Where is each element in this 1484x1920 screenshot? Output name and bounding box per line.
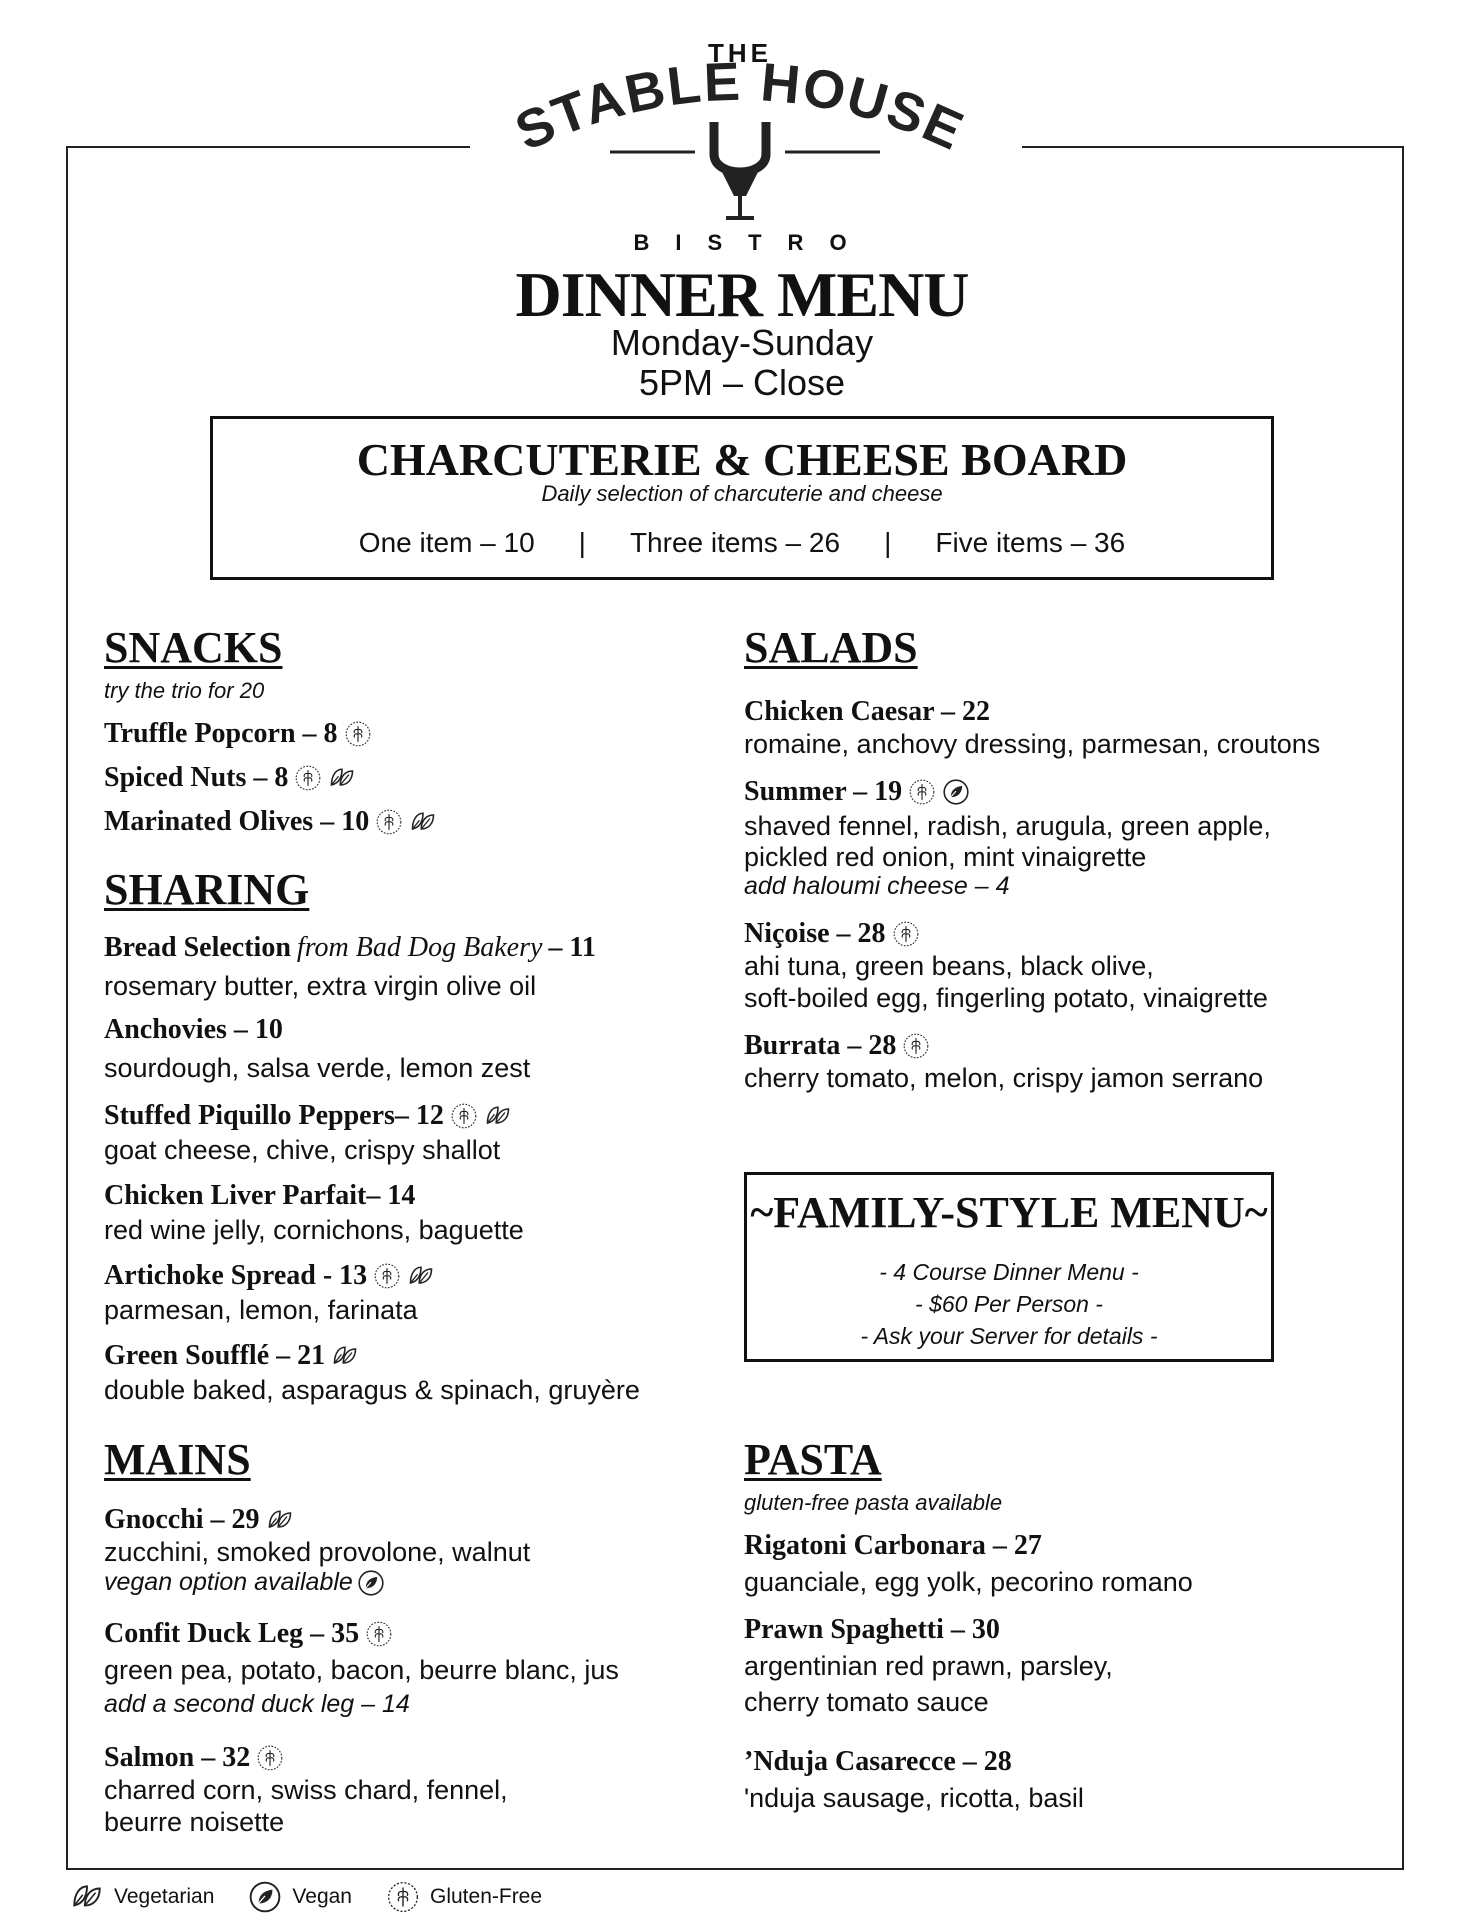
item-name: Chicken Caesar – 22: [744, 696, 991, 727]
vegan-icon: [248, 1880, 282, 1914]
frame-top-right: [1022, 146, 1404, 148]
snacks-heading: SNACKS: [104, 623, 283, 672]
logo-name: STABLE HOUSE: [506, 51, 974, 163]
item-desc: shaved fennel, radish, arugula, green apple,: [744, 811, 1271, 841]
item-name: Truffle Popcorn – 8: [104, 718, 338, 749]
item-desc: pickled red onion, mint vinaigrette: [744, 842, 1147, 872]
item-name: Prawn Spaghetti – 30: [744, 1614, 1000, 1645]
item-name: ’Nduja Casarecce – 28: [744, 1746, 1012, 1777]
item-name: Anchovies – 10: [104, 1014, 283, 1045]
logo-mark: [500, 30, 980, 230]
gluten-free-icon: [344, 720, 372, 748]
price-three: Three items – 26: [629, 527, 841, 558]
menu-item: [104, 718, 372, 750]
gluten-free-icon: [902, 1032, 930, 1060]
days: Monday-Sunday: [610, 322, 874, 363]
salads-heading: SALADS: [744, 623, 918, 672]
item-desc: beurre noisette: [104, 1807, 285, 1837]
item-extra-text: add a second duck leg – 14: [104, 1690, 410, 1718]
dietary-legend: [70, 1880, 566, 1914]
item-desc: sourdough, salsa verde, lemon zest: [104, 1053, 531, 1083]
logo-the: THE: [708, 38, 772, 68]
gluten-free-icon: [256, 1744, 284, 1772]
menu-item: [104, 1100, 512, 1132]
charcuterie-box: [210, 416, 1274, 580]
family-line: - $60 Per Person -: [915, 1291, 1103, 1317]
item-desc: green pea, potato, bacon, beurre blanc, jus: [104, 1655, 619, 1685]
charcuterie-prices: [213, 527, 1271, 559]
family-title: ~FAMILY-STYLE MENU~: [750, 1188, 1268, 1237]
item-desc: cherry tomato, melon, crispy jamon serrano: [744, 1063, 1264, 1093]
charcuterie-desc: Daily selection of charcuterie and cheese: [541, 481, 943, 506]
item-extra: [104, 1690, 410, 1719]
item-desc: red wine jelly, cornichons, baguette: [104, 1215, 524, 1245]
item-desc: zucchini, smoked provolone, walnut: [104, 1537, 531, 1567]
item-desc: romaine, anchovy dressing, parmesan, croutons: [744, 729, 1321, 759]
item-name: Burrata – 28: [744, 1030, 897, 1061]
vegan-icon: [357, 1569, 385, 1597]
menu-item: [744, 1746, 1012, 1778]
pasta-heading: PASTA: [744, 1435, 882, 1484]
menu-item: [744, 776, 970, 808]
item-name: Bread Selection: [104, 932, 291, 963]
item-name: Stuffed Piquillo Peppers– 12: [104, 1100, 444, 1131]
item-desc: double baked, asparagus & spinach, gruyère: [104, 1375, 640, 1405]
item-name: Artichoke Spread - 13: [104, 1260, 368, 1291]
item-desc: cherry tomato sauce: [744, 1687, 989, 1717]
menu-item: [744, 1030, 930, 1062]
frame-top-left: [66, 146, 470, 148]
item-desc: soft-boiled egg, fingerling potato, vinaigrette: [744, 983, 1268, 1013]
item-name: Spiced Nuts – 8: [104, 762, 289, 793]
menu-item: [744, 696, 990, 728]
item-desc: argentinian red prawn, parsley,: [744, 1651, 1113, 1681]
page-title: DINNER MENU: [515, 259, 969, 330]
item-extra-text: vegan option available: [104, 1568, 353, 1596]
item-name: Summer – 19: [744, 776, 903, 807]
legend-gluten-free: Gluten-Free: [430, 1885, 543, 1908]
gluten-free-icon: [450, 1102, 478, 1130]
item-desc: ahi tuna, green beans, black olive,: [744, 951, 1154, 981]
item-desc: guanciale, egg yolk, pecorino romano: [744, 1567, 1193, 1597]
logo: [500, 30, 980, 260]
item-name: Salmon – 32: [104, 1742, 251, 1773]
legend-vegan: Vegan: [292, 1885, 352, 1908]
item-extra: [744, 872, 1009, 901]
vegetarian-icon: [407, 1262, 435, 1290]
item-name: Confit Duck Leg – 35: [104, 1618, 360, 1649]
menu-item: [104, 1014, 283, 1046]
menu-item: [104, 806, 437, 838]
item-name: Niçoise – 28: [744, 918, 886, 949]
vegetarian-icon: [70, 1880, 104, 1914]
price-five: Five items – 36: [935, 527, 1126, 558]
charcuterie-title: CHARCUTERIE & CHEESE BOARD: [356, 434, 1128, 485]
vegan-icon: [942, 778, 970, 806]
item-name: Marinated Olives – 10: [104, 806, 370, 837]
item-extra-text: add haloumi cheese – 4: [744, 872, 1010, 900]
menu-item: [104, 1260, 435, 1292]
item-desc: parmesan, lemon, farinata: [104, 1295, 418, 1325]
family-style-box: [744, 1172, 1274, 1362]
pasta-sub: gluten-free pasta available: [744, 1490, 1003, 1515]
item-note: from Bad Dog Bakery: [296, 932, 543, 963]
vegetarian-icon: [331, 1342, 359, 1370]
separator: |: [884, 527, 892, 558]
menu-item: [104, 1742, 284, 1774]
mains-heading: MAINS: [104, 1435, 251, 1484]
gluten-free-icon: [294, 764, 322, 792]
legend-vegetarian: Vegetarian: [114, 1885, 215, 1908]
item-desc: 'nduja sausage, ricotta, basil: [744, 1783, 1084, 1813]
item-desc: charred corn, swiss chard, fennel,: [104, 1775, 508, 1805]
gluten-free-icon: [908, 778, 936, 806]
menu-item: [744, 1530, 1042, 1562]
item-extra: [104, 1568, 385, 1597]
frame-bottom: [66, 1868, 1404, 1870]
frame-left: [66, 146, 68, 1870]
separator: |: [578, 527, 586, 558]
vegetarian-icon: [409, 808, 437, 836]
menu-item: [104, 1340, 359, 1372]
hours: 5PM – Close: [638, 362, 846, 403]
gluten-free-icon: [365, 1620, 393, 1648]
frame-right: [1402, 146, 1404, 1870]
menu-item: [104, 762, 356, 794]
gluten-free-icon: [892, 920, 920, 948]
price-one: One item – 10: [358, 527, 535, 558]
item-desc: rosemary butter, extra virgin olive oil: [104, 971, 537, 1001]
family-line: - 4 Course Dinner Menu -: [879, 1259, 1139, 1285]
gluten-free-icon: [373, 1262, 401, 1290]
vegetarian-icon: [266, 1506, 294, 1534]
item-name: Gnocchi – 29: [104, 1504, 260, 1535]
item-price: – 11: [548, 932, 596, 963]
menu-item: [744, 918, 920, 950]
family-line: - Ask your Server for details -: [860, 1323, 1158, 1349]
menu-item: [104, 932, 596, 964]
vegetarian-icon: [484, 1102, 512, 1130]
vegetarian-icon: [328, 764, 356, 792]
menu-item: [104, 1618, 393, 1650]
sharing-heading: SHARING: [104, 865, 310, 914]
menu-item: [744, 1614, 1000, 1646]
item-name: Rigatoni Carbonara – 27: [744, 1530, 1042, 1561]
menu-item: [104, 1504, 294, 1536]
menu-item: [104, 1180, 415, 1212]
gluten-free-icon: [386, 1880, 420, 1914]
item-name: Green Soufflé – 21: [104, 1340, 326, 1371]
item-name: Chicken Liver Parfait– 14: [104, 1180, 416, 1211]
gluten-free-icon: [375, 808, 403, 836]
item-desc: goat cheese, chive, crispy shallot: [104, 1135, 501, 1165]
logo-bistro: BISTRO: [633, 230, 873, 255]
snacks-sub: try the trio for 20: [104, 678, 265, 703]
